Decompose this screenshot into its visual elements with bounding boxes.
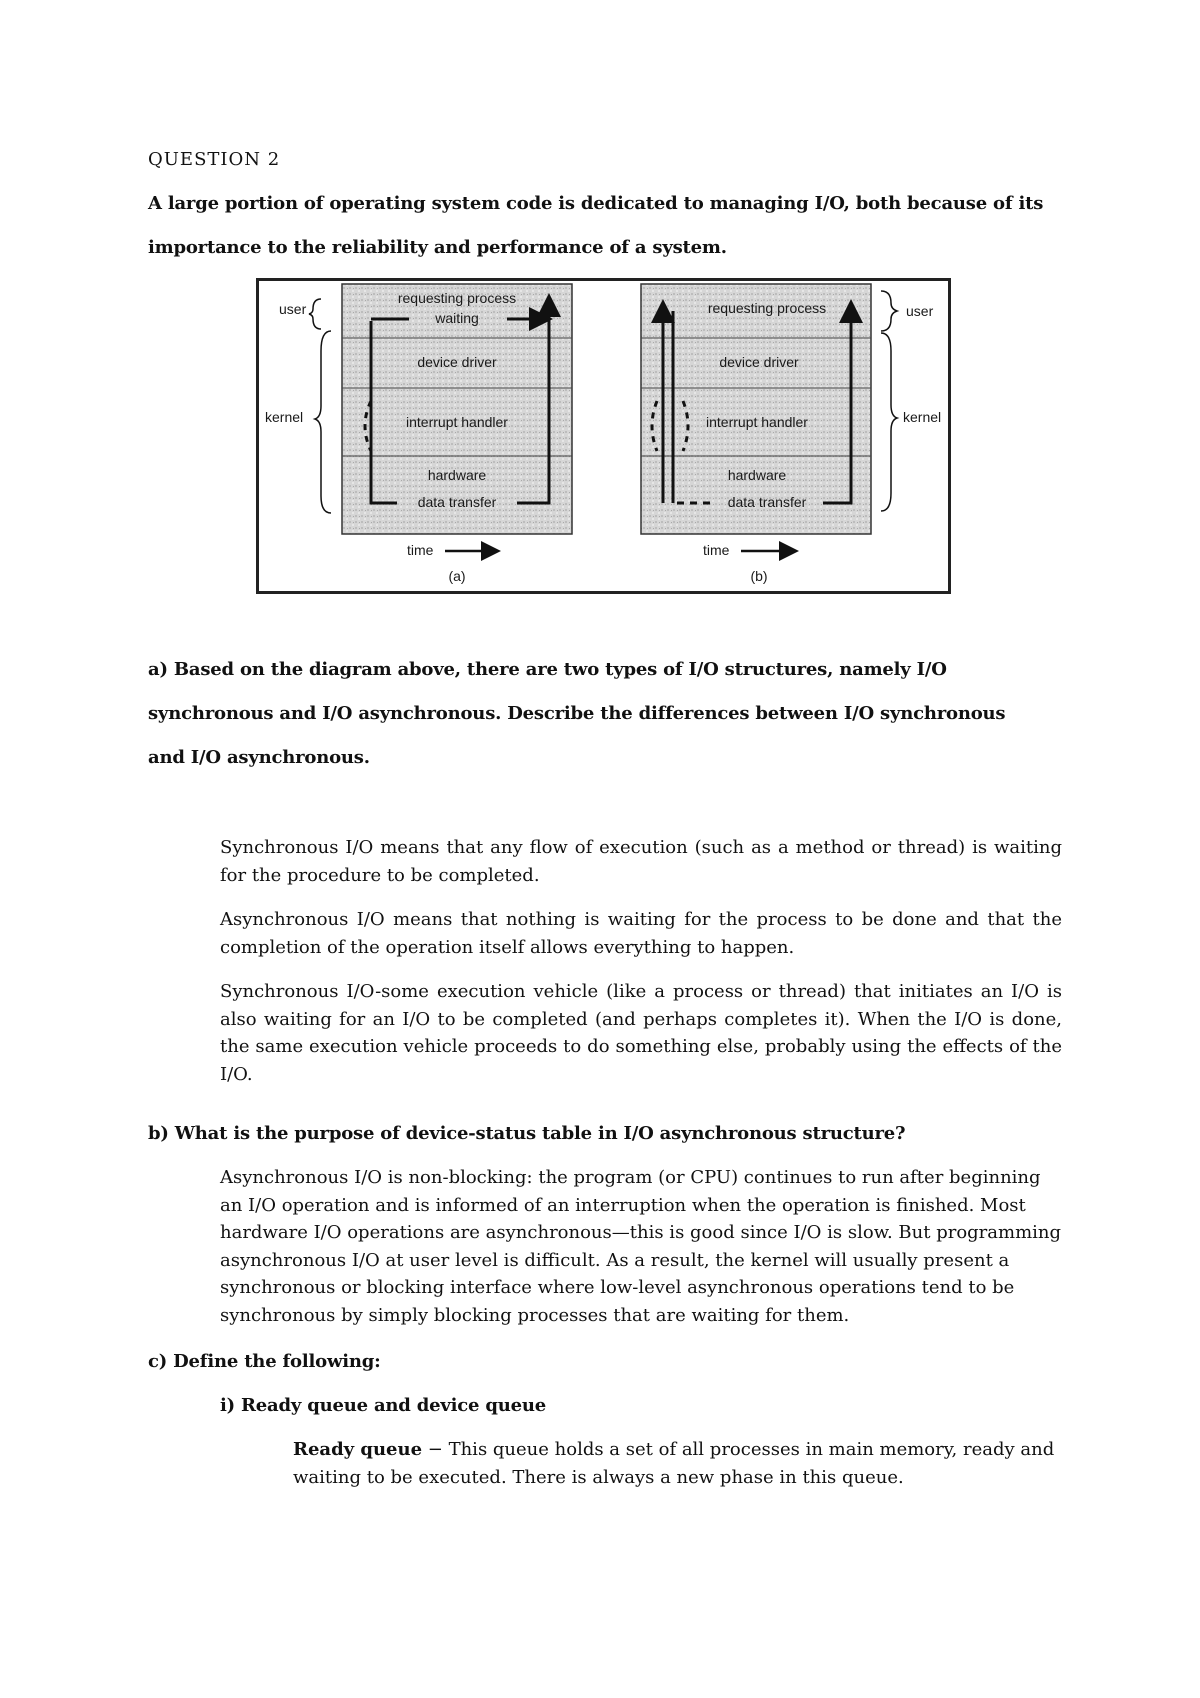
io-diagram	[259, 281, 948, 591]
part-c-question: c) Define the following:	[148, 1351, 381, 1372]
panel-b-user-label: user	[906, 303, 934, 319]
question-intro-line-1: A large portion of operating system code is dedicated to managing I/O, both because of its	[148, 193, 1044, 214]
ready-queue-term: Ready queue	[293, 1439, 423, 1460]
part-a-answer-3: Synchronous I/O-some execution vehicle (like a process or thread) that initiates an I/O is also waiting for an I/O to be completed (and perhaps completes it). When the I/O is done, the same execution vehicle proceeds to do something else, probably using the effects of the I/O.	[220, 981, 1062, 1085]
panel-a-kernel-label: kernel	[265, 409, 304, 425]
panel-b-hardware-label: hardware	[727, 467, 787, 483]
panel-a-driver-label: device driver	[417, 354, 497, 370]
panel-a	[265, 284, 572, 584]
part-a-answer-1: Synchronous I/O means that any flow of execution (such as a method or thread) is waiting for the procedure to be completed.	[220, 837, 1062, 886]
panel-a-time-label: time	[407, 542, 434, 558]
panel-b-interrupt-label: interrupt handler	[706, 414, 808, 430]
panel-b	[641, 284, 941, 584]
panel-a-caption: (a)	[448, 568, 466, 584]
part-a-answer-2: Asynchronous I/O means that nothing is waiting for the process to be done and that the completion of the operation itself allows everything to happen.	[220, 909, 1062, 958]
panel-b-driver-label: device driver	[719, 354, 799, 370]
panel-b-time-label: time	[703, 542, 730, 558]
panel-a-hardware-label: hardware	[427, 467, 487, 483]
ready-queue-text: − This queue holds a set of all processes in main memory, ready and waiting to be executed. There is always a new phase in this queue.	[293, 1439, 1055, 1488]
io-methods-figure	[256, 278, 951, 594]
question-title: QUESTION 2	[148, 149, 281, 170]
panel-b-data-transfer-label: data transfer	[727, 494, 807, 510]
part-b-question: b) What is the purpose of device-status table in I/O asynchronous structure?	[148, 1123, 906, 1144]
part-a-question-line-3: and I/O asynchronous.	[148, 747, 370, 768]
panel-a-waiting-label: waiting	[435, 310, 479, 326]
ready-queue-definition	[293, 1436, 1063, 1491]
question-intro-line-2: importance to the reliability and performance of a system.	[148, 237, 727, 258]
panel-a-user-brace	[309, 299, 321, 329]
panel-a-interrupt-label: interrupt handler	[406, 414, 508, 430]
part-b-answer: Asynchronous I/O is non-blocking: the program (or CPU) continues to run after beginning an I/O operation and is informed of an interruption when the operation is finished. Most hardware I/O operations are asynchronous—this is good since I/O is slow. But programming asynchronous I/O at user level is difficult. As a result, the kernel will usually present a synchronous or blocking interface where low-level asynchronous operations tend to be synchronous by simply blocking processes that are waiting for them.	[220, 1167, 1062, 1326]
part-a-question-line-1: a) Based on the diagram above, there are two types of I/O structures, namely I/O	[148, 659, 947, 680]
panel-a-data-transfer-label: data transfer	[417, 494, 497, 510]
panel-b-kernel-brace	[881, 333, 897, 511]
part-c-sub-i: i) Ready queue and device queue	[220, 1395, 547, 1416]
panel-b-user-brace	[881, 291, 897, 331]
panel-b-caption: (b)	[750, 568, 768, 584]
panel-b-kernel-label: kernel	[903, 409, 942, 425]
panel-a-kernel-brace	[315, 331, 331, 513]
panel-a-user-label: user	[279, 301, 307, 317]
part-a-question-line-2: synchronous and I/O asynchronous. Describe the differences between I/O synchronous	[148, 703, 1006, 724]
panel-b-requesting-label: requesting process	[707, 300, 827, 316]
panel-a-requesting-label: requesting process	[397, 290, 517, 306]
